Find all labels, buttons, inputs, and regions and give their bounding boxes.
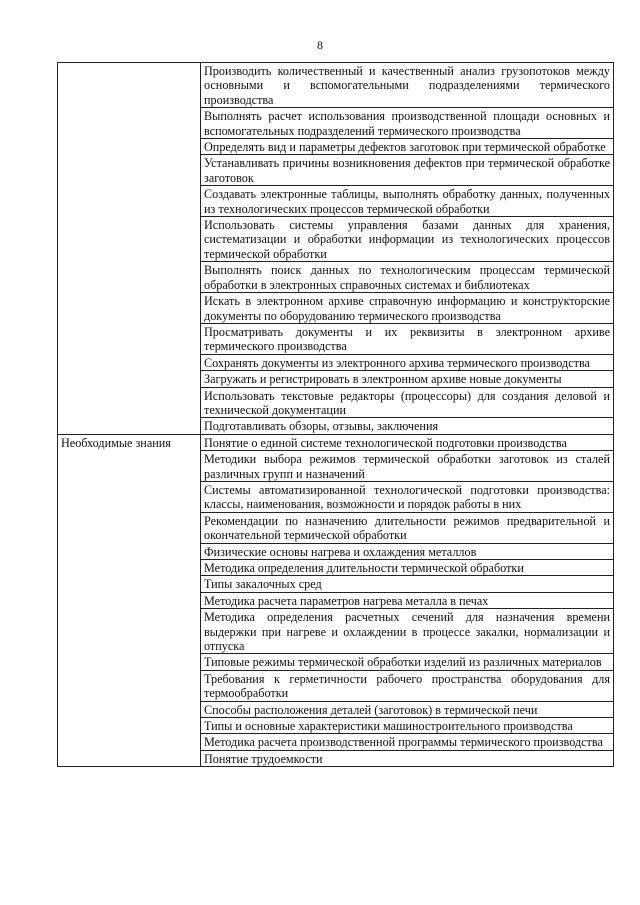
table-cell: Рекомендации по назначению длительности режимов предварительной и окончательной термической обработки	[201, 512, 614, 543]
table-cell: Понятие трудоемкости	[201, 750, 614, 766]
requirements-table	[57, 62, 614, 767]
table-row	[58, 63, 614, 108]
table-cell: Понятие о единой системе технологической подготовки производства	[201, 434, 614, 450]
table-cell: Методика определения длительности термической обработки	[201, 560, 614, 576]
table-cell: Создавать электронные таблицы, выполнять обработку данных, полученных из технологических процессов термической обработки	[201, 186, 614, 217]
table-cell: Методики выбора режимов термической обработки заготовок из сталей различных групп и назначений	[201, 451, 614, 482]
table-cell: Просматривать документы и их реквизиты в электронном архиве термического производства	[201, 323, 614, 354]
table-cell: Использовать системы управления базами данных для хранения, систематизации и обработки информации из технологических процессов термической обработки	[201, 217, 614, 262]
table-cell: Сохранять документы из электронного архива термического производства	[201, 354, 614, 370]
table-cell: Типовые режимы термической обработки изделий из различных материалов	[201, 654, 614, 670]
table-cell: Физические основы нагрева и охлаждения металлов	[201, 543, 614, 559]
table-cell: Определять вид и параметры дефектов заготовок при термической обработке	[201, 139, 614, 155]
table-cell: Типы закалочных сред	[201, 576, 614, 592]
table-cell: Выполнять поиск данных по технологическим процессам термической обработки в электронных справочных системах и библиотеках	[201, 262, 614, 293]
section-label-knowledge: Необходимые знания	[58, 434, 201, 767]
table-cell: Подготавливать обзоры, отзывы, заключения	[201, 418, 614, 434]
table-cell: Использовать текстовые редакторы (процессоры) для создания деловой и технической документации	[201, 387, 614, 418]
section-label-skills	[58, 63, 201, 435]
table-cell: Системы автоматизированной технологической подготовки производства: классы, наименования, возможности и порядок работы в них	[201, 481, 614, 512]
table-cell: Способы расположения деталей (заготовок) в термической печи	[201, 701, 614, 717]
table-cell: Требования к герметичности рабочего пространства оборудования для термообработки	[201, 670, 614, 701]
table-cell: Методика расчета производственной программы термического производства	[201, 734, 614, 750]
table-cell: Искать в электронном архиве справочную информацию и конструкторские документы по оборудованию термического производства	[201, 293, 614, 324]
table-cell: Выполнять расчет использования производственной площади основных и вспомогательных подразделений термического производства	[201, 108, 614, 139]
page-number: 8	[317, 38, 323, 52]
table-cell: Загружать и регистрировать в электронном архиве новые документы	[201, 371, 614, 387]
table-row	[58, 434, 614, 450]
table-cell: Методика расчета параметров нагрева металла в печах	[201, 592, 614, 608]
table-cell: Устанавливать причины возникновения дефектов при термической обработке заготовок	[201, 155, 614, 186]
table-cell: Методика определения расчетных сечений для назначения времени выдержки при нагреве и охлаждении в процессе закалки, нормализации и отпуска	[201, 609, 614, 654]
table-cell: Производить количественный и качественный анализ грузопотоков между основными и вспомогательными подразделениями термического производства	[201, 63, 614, 108]
table-cell: Типы и основные характеристики машиностроительного производства	[201, 718, 614, 734]
